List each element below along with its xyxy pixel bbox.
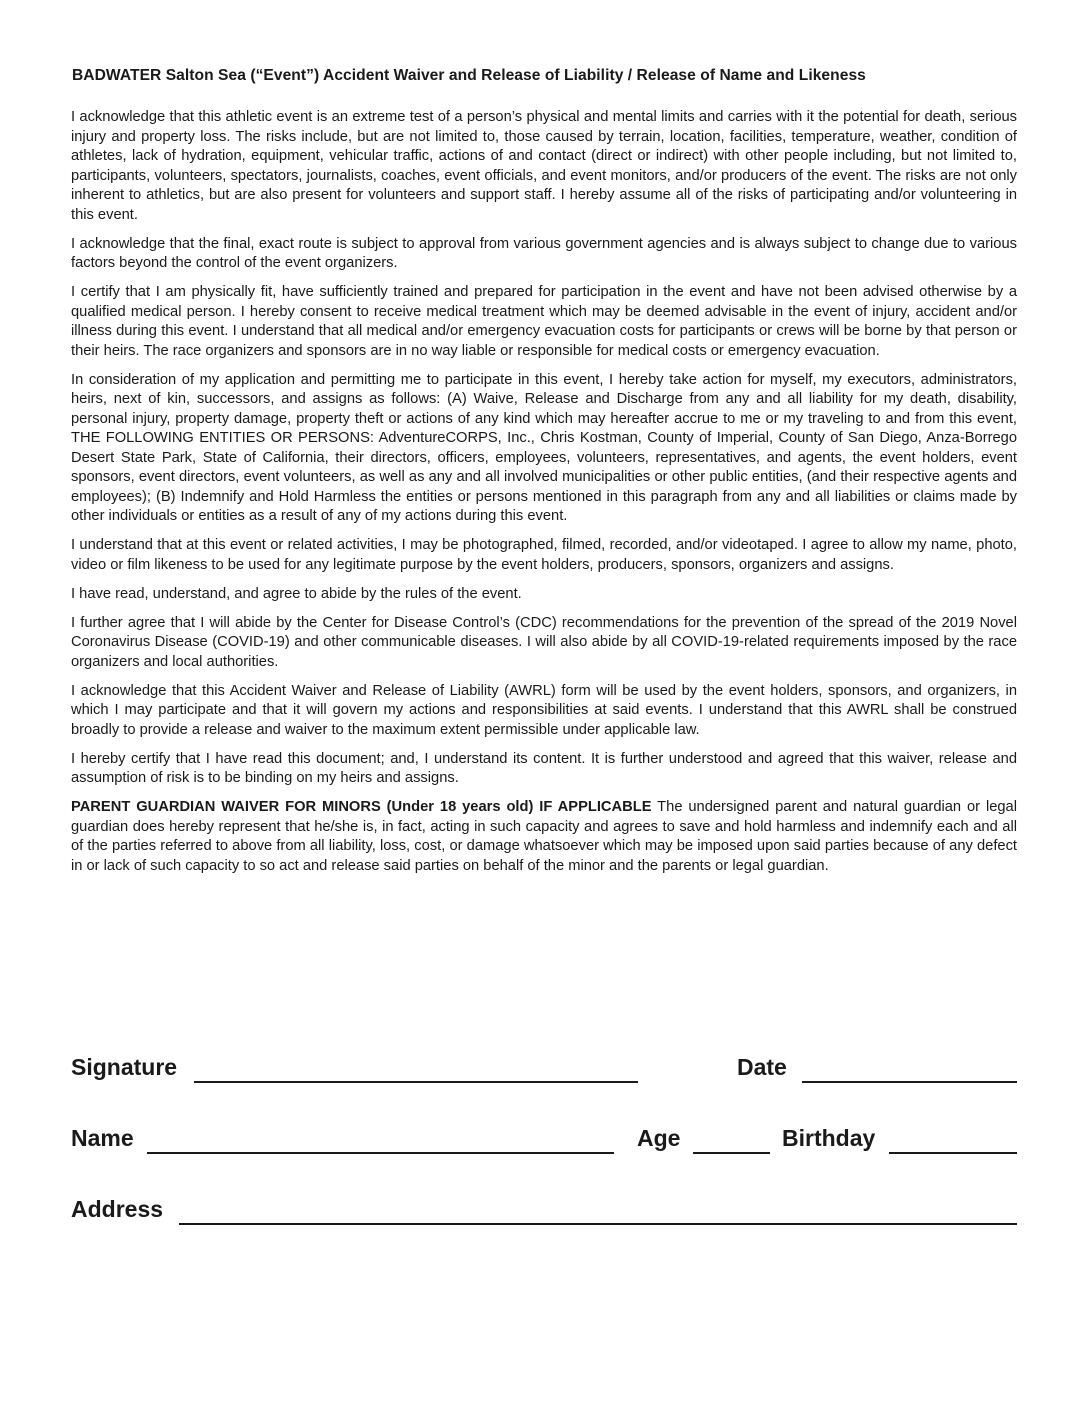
address-label: Address — [71, 1196, 164, 1222]
age-field[interactable] — [693, 1152, 770, 1154]
signature-label: Signature — [71, 1054, 178, 1080]
paragraph-certify: I hereby certify that I have read this document; and, I understand its content. It is further understood and agreed that this waiver, release and assumption of risk is to be binding on my heirs and assigns. — [71, 750, 1017, 786]
paragraph-likeness: I understand that at this event or related activities, I may be photographed, filmed, recorded, and/or videotaped. I agree to allow my name, photo, video or film likeness to be used for any legitimate purpose by the event holders, producers, sponsors, organizers and assigns. — [71, 537, 1017, 573]
paragraph-awrl: I acknowledge that this Accident Waiver and Release of Liability (AWRL) form will be used by the event holders, sponsors, and organizers, in which I may participate and that it will govern my actions and responsibilities at said events. I understand that this AWRL shall be construed broadly to provide a release and waiver to the maximum extent permissible under applicable law. — [71, 682, 1017, 738]
signature-field[interactable] — [194, 1081, 638, 1083]
guardian-text: The undersigned parent and natural guardian or legal guardian does hereby represent that he/she is, in fact, acting in such capacity and agrees to save and hold harmless and indemnify each and all of the parties referred to above from all liability, loss, cost, or damage whatsoever which may be imposed upon said parties because of any defect in or lack of such capacity to so act and release said parties on behalf of the minor and the parents or legal guardian. — [71, 799, 1017, 874]
paragraph-guardian — [71, 798, 1017, 876]
age-label: Age — [637, 1125, 681, 1151]
paragraph-fitness: I certify that I am physically fit, have sufficiently trained and prepared for participation in the event and have not been advised otherwise by a qualified medical person. I hereby consent to receive medical treatment which may be deemed advisable in the event of injury, accident and/or illness during this event. I understand that all medical and/or emergency evacuation costs for participants or crews will be borne by that person or their heirs. The race organizers and sponsors are in no way liable or responsible for medical costs or emergency evacuation. — [71, 284, 1017, 359]
guardian-heading: PARENT GUARDIAN WAIVER FOR MINORS (Under 18 years old) IF APPLICABLE — [71, 799, 652, 815]
name-field[interactable] — [147, 1152, 614, 1154]
address-row — [71, 1196, 1017, 1236]
paragraph-rules: I have read, understand, and agree to abide by the rules of the event. — [71, 585, 522, 602]
address-field[interactable] — [179, 1223, 1017, 1225]
signature-row — [71, 1054, 1017, 1094]
paragraph-route: I acknowledge that the final, exact route is subject to approval from various government agencies and is always subject to change due to various factors beyond the control of the event organizers. — [71, 235, 1017, 271]
date-field[interactable] — [802, 1081, 1017, 1083]
paragraph-covid: I further agree that I will abide by the Center for Disease Control’s (CDC) recommendations for the prevention of the spread of the 2019 Novel Coronavirus Disease (COVID-19) and other communicable diseases. I will also abide by all COVID-19-related requirements imposed by the race organizers and local authorities. — [71, 614, 1017, 670]
date-label: Date — [737, 1054, 787, 1080]
name-row — [71, 1125, 1017, 1165]
birthday-label: Birthday — [782, 1125, 876, 1151]
birthday-field[interactable] — [889, 1152, 1017, 1154]
document-body — [71, 108, 1017, 886]
paragraph-risks: I acknowledge that this athletic event is an extreme test of a person’s physical and mental limits and carries with it the potential for death, serious injury and property loss. The risks include, but are not limited to, those caused by terrain, location, facilities, temperature, weather, condition of athletes, lack of hydration, equipment, vehicular traffic, actions of and contact (direct or indirect) with other people including, but not limited to, participants, volunteers, spectators, journalists, coaches, event officials, and event monitors, and/or producers of the event. The risks are not only inherent to athletics, but are also present for volunteers and support staff. I hereby assume all of the risks of participating and/or volunteering in this event. — [71, 109, 1017, 223]
name-label: Name — [71, 1125, 134, 1151]
paragraph-release: In consideration of my application and permitting me to participate in this event, I hereby take action for myself, my executors, administrators, heirs, next of kin, successors, and assigns as follows: (A) Waive, Release and Discharge from any and all liability for my death, disability, personal injury, property damage, property theft or actions of any kind which may hereafter accrue to me or my traveling to and from this event, THE FOLLOWING ENTITIES OR PERSONS: AdventureCORPS, Inc., Chris Kostman, County of Imperial, County of San Diego, Anza-Borrego Desert State Park, State of California, their directors, officers, employees, volunteers, representatives, and agents, the event holders, event sponsors, event directors, event volunteers, as well as any and all involved municipalities or other public entities, (and their respective agents and employees); (B) Indemnify and Hold Harmless the entities or persons mentioned in this paragraph from any and all liabilities or claims made by other individuals or entities as a result of any of my actions during this event. — [71, 371, 1017, 524]
document-title: BADWATER Salton Sea (“Event”) Accident Waiver and Release of Liability / Release of Name and Likeness — [72, 67, 866, 84]
